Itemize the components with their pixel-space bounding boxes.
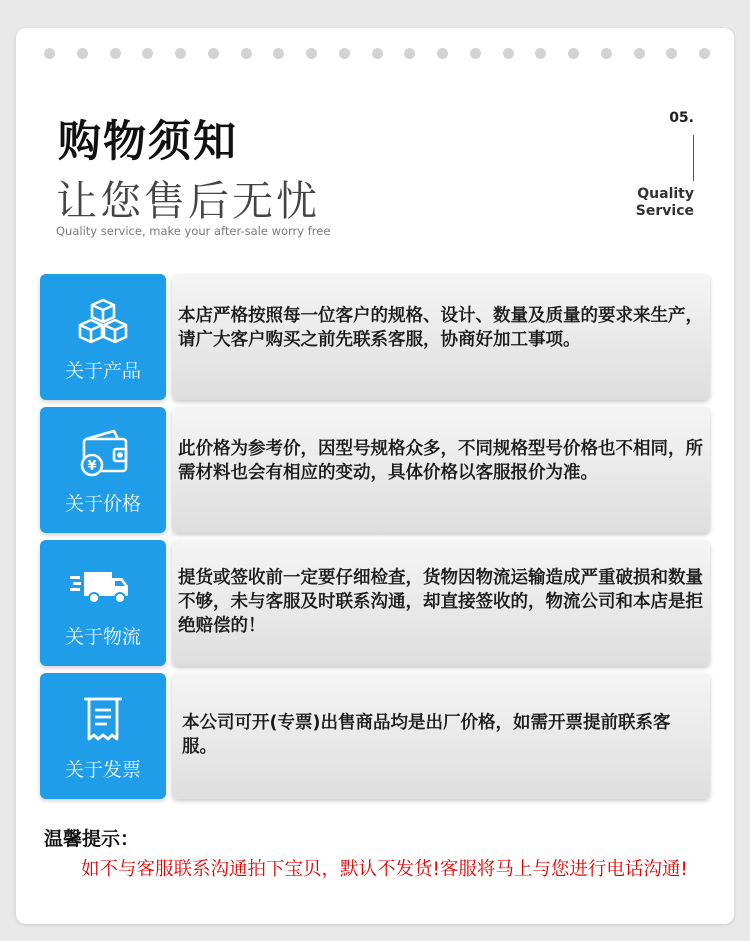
- section-icon-box: [40, 274, 166, 400]
- divider-line: [693, 135, 694, 181]
- section-text-box: [172, 540, 710, 666]
- section-text-box: [172, 407, 710, 533]
- tips-body: 如不与客服联系沟通拍下宝贝，默认不发货!客服将马上与您进行电话沟通!: [81, 859, 688, 880]
- section-label: 关于价格: [64, 493, 141, 515]
- page-title: 购物须知: [58, 117, 238, 167]
- section-icon-box: [40, 407, 166, 533]
- decorative-dots: [44, 48, 710, 60]
- section-text-box: [172, 673, 710, 799]
- section-text: 此价格为参考价，因型号规格众多，不同规格型号价格也不相同，所需材料也会有相应的变动，具体价格以客服报价为准。: [178, 439, 703, 483]
- svg-text:¥: ¥: [87, 459, 97, 474]
- section-icon-box: [40, 673, 166, 799]
- section-product: [40, 274, 710, 400]
- wallet-icon: [78, 429, 130, 479]
- section-number: 05.: [669, 110, 694, 126]
- page-subtitle: 让您售后无忧: [56, 177, 320, 225]
- truck-icon: [70, 562, 130, 612]
- notice-card: [16, 28, 734, 924]
- section-text-box: [172, 274, 710, 400]
- tips-title: 温馨提示：: [44, 828, 140, 850]
- badge-line-1: Quality: [637, 186, 694, 202]
- section-text: 本店严格按照每一位客户的规格、设计、数量及质量的要求来生产，请广大客户购买之前先联系客服，协商好加工事项。: [178, 306, 703, 350]
- section-logistics: [40, 540, 710, 666]
- badge-line-2: Service: [635, 203, 694, 219]
- section-label: 关于物流: [64, 626, 141, 648]
- section-icon-box: [40, 540, 166, 666]
- section-invoice: [40, 673, 710, 799]
- section-label: 关于产品: [64, 360, 141, 382]
- section-text: 提货或签收前一定要仔细检查，货物因物流运输造成严重破损和数量不够，未与客服及时联系沟通，却直接签收的，物流公司和本店是拒绝赔偿的！: [178, 568, 703, 636]
- section-text: 本公司可开(专票)出售商品均是出厂价格，如需开票提前联系客服。: [182, 713, 671, 757]
- page-tagline: Quality service, make your after-sale worry free: [56, 224, 331, 238]
- receipt-icon: [78, 695, 128, 745]
- boxes-icon: [78, 296, 128, 346]
- section-label: 关于发票: [64, 759, 141, 781]
- section-price: [40, 407, 710, 533]
- quality-service-badge: [636, 186, 694, 220]
